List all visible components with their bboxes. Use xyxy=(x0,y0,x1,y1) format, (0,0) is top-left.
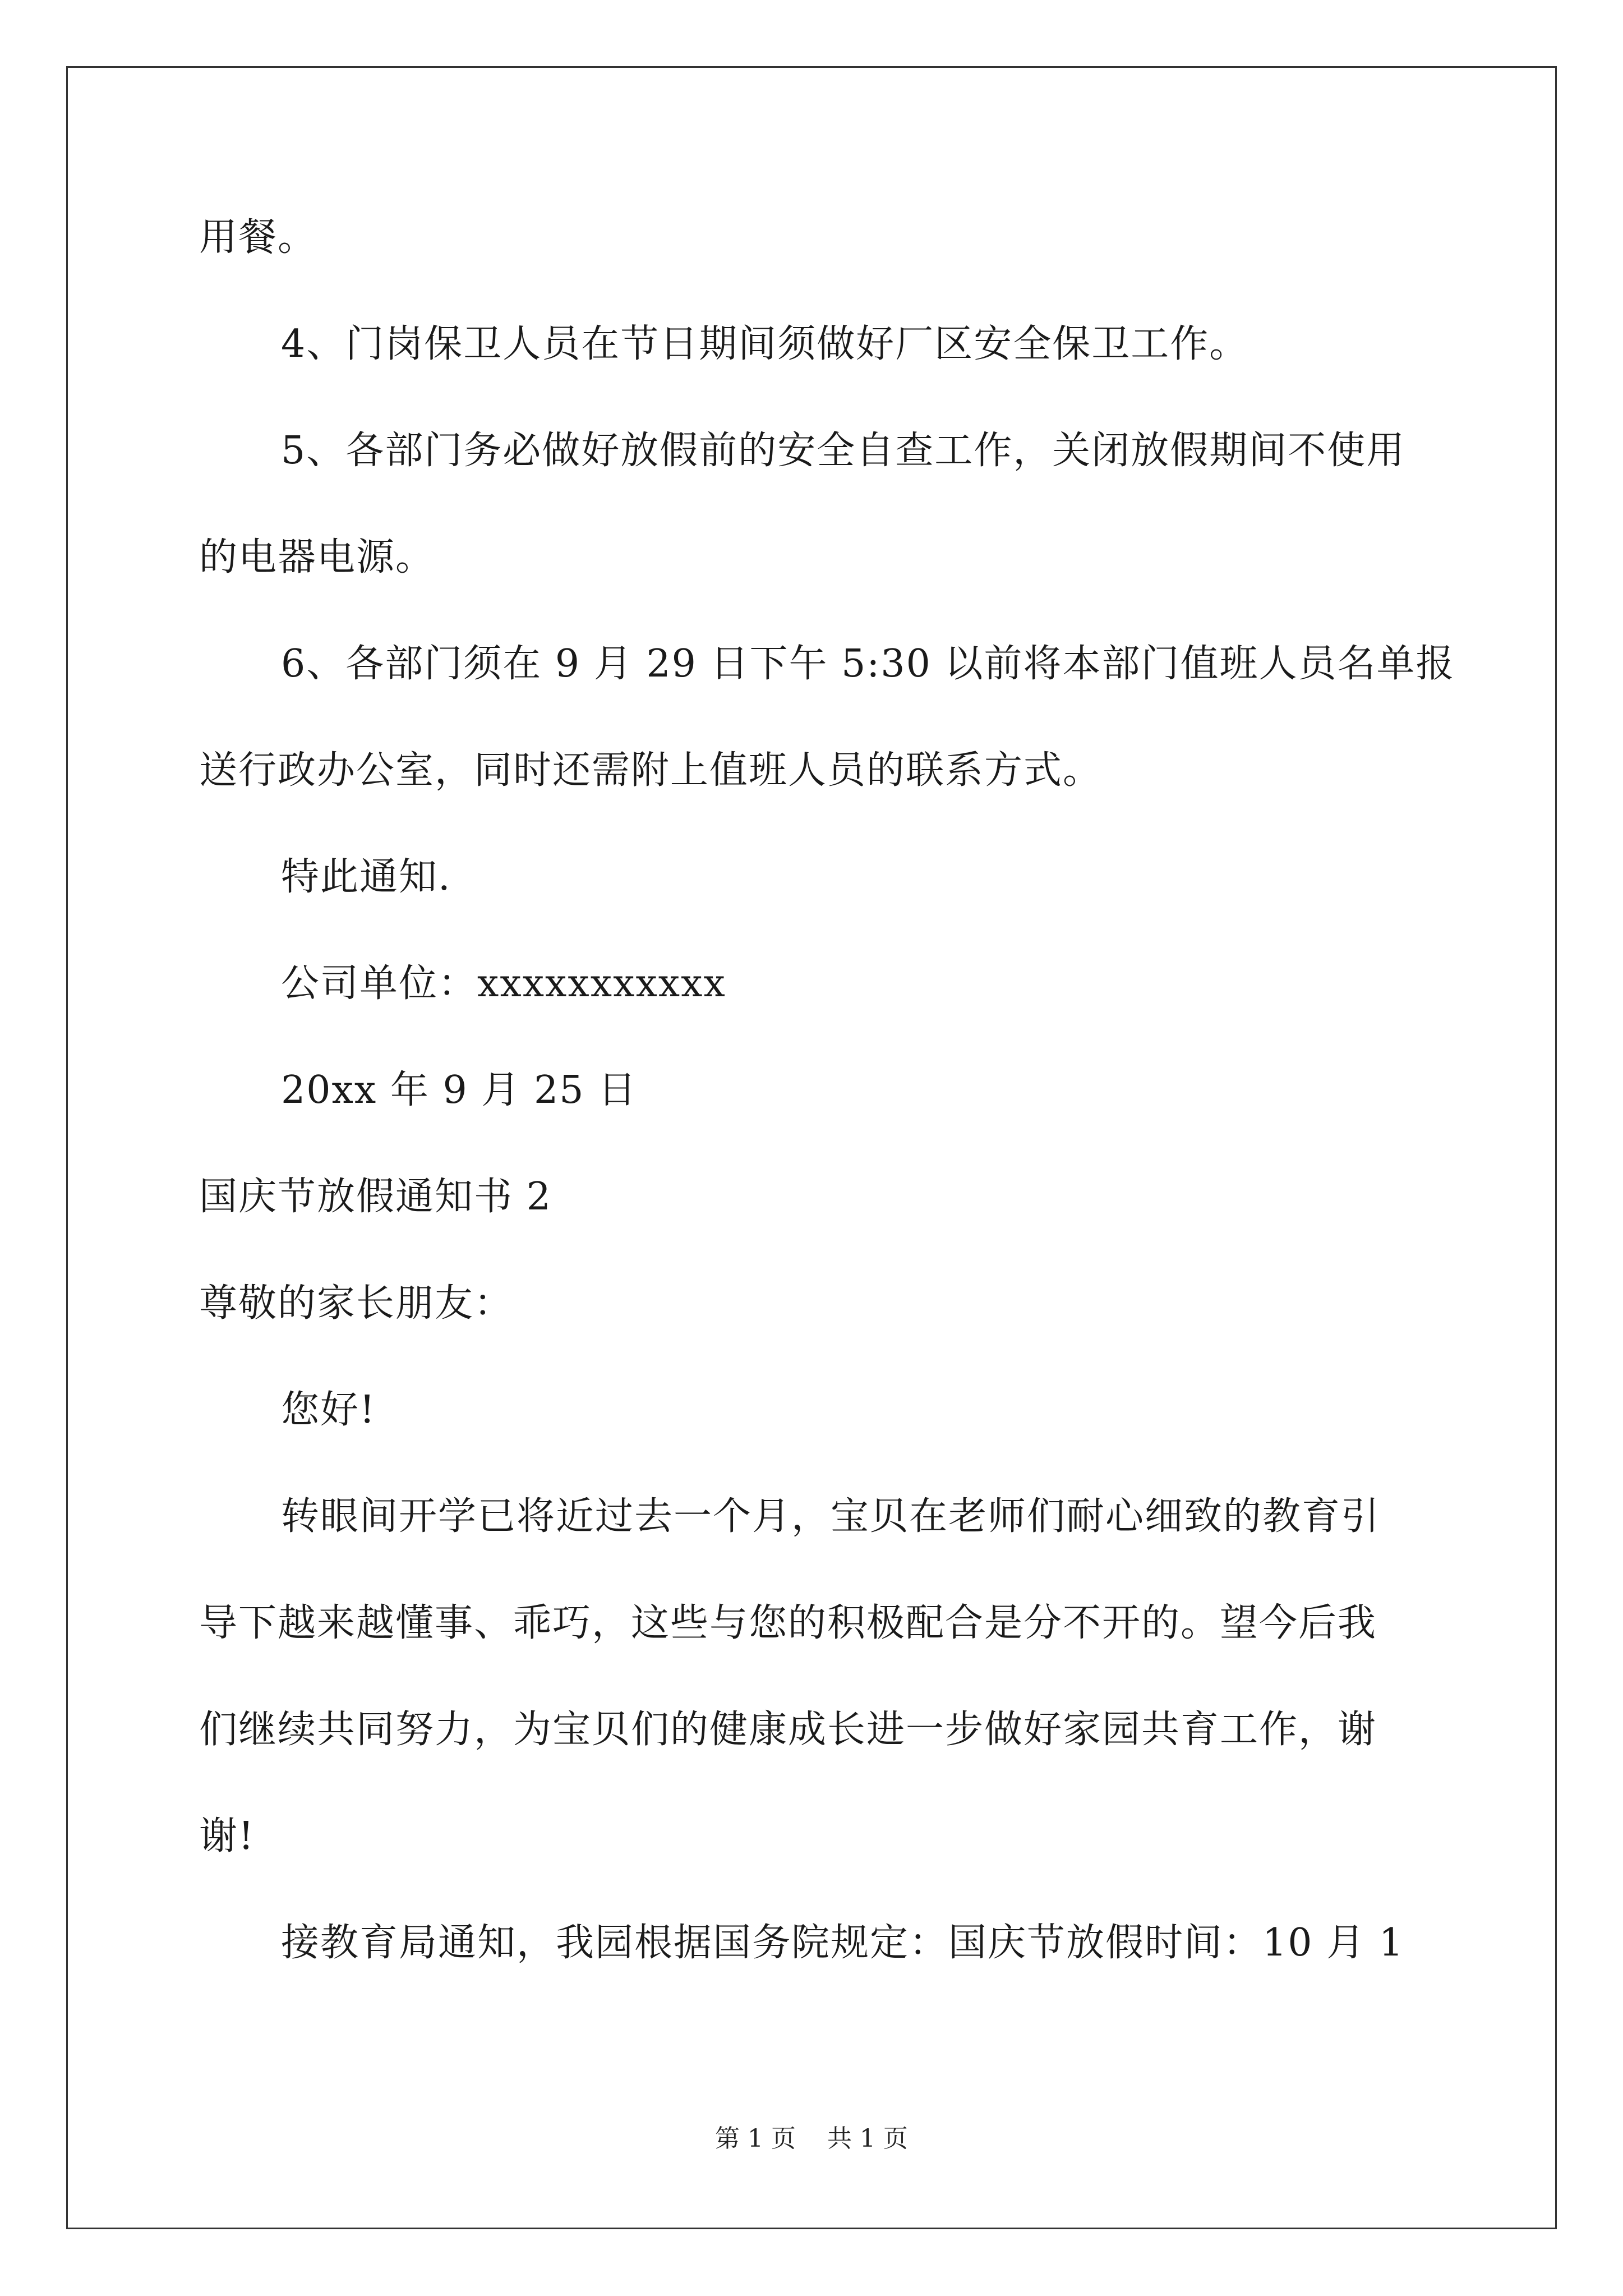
text-line-16: 谢! xyxy=(199,1814,255,1858)
text-line-13: 转眼间开学已将近过去一个月，宝贝在老师们耐心细致的教育引 xyxy=(281,1494,1381,1539)
greeting: 您好! xyxy=(281,1388,376,1432)
text-line-3: 5、各部门务必做好放假前的安全自查工作，关闭放假期间不使用 xyxy=(281,429,1406,473)
text-line-1: 用餐。 xyxy=(199,215,317,260)
text-line-6: 送行政办公室，同时还需附上值班人员的联系方式。 xyxy=(199,748,1103,793)
text-line-5: 6、各部门须在 9 月 29 日下午 5:30 以前将本部门值班人员名单报 xyxy=(281,642,1455,686)
text-line-7: 特此通知. xyxy=(281,855,451,899)
text-line-17: 接教育局通知，我园根据国务院规定：国庆节放假时间：10 月 1 xyxy=(281,1921,1405,1965)
text-line-14: 导下越来越懂事、乖巧，这些与您的积极配合是分不开的。望今后我 xyxy=(199,1601,1377,1645)
document-body xyxy=(199,212,1455,2024)
salutation: 尊敬的家长朋友： xyxy=(199,1281,514,1326)
text-line-15: 们继续共同努力，为宝贝们的健康成长进一步做好家园共育工作，谢 xyxy=(199,1708,1377,1752)
text-line-8: 公司单位：xxxxxxxxxxx xyxy=(281,961,726,1006)
page-footer: 第 1 页 共 1 页 xyxy=(715,2124,908,2153)
text-line-4: 的电器电源。 xyxy=(199,535,435,579)
text-line-2: 4、门岗保卫人员在节日期间须做好厂区安全保卫工作。 xyxy=(281,322,1249,366)
section-heading: 国庆节放假通知书 2 xyxy=(199,1175,552,1219)
text-line-9: 20xx 年 9 月 25 日 xyxy=(281,1068,638,1112)
